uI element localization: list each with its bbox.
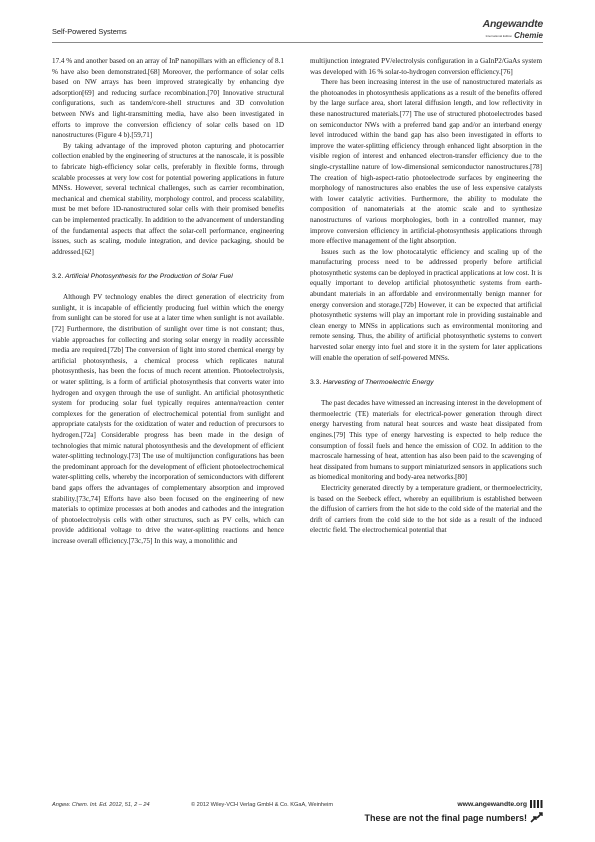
paragraph: There has been increasing interest in the use of nanostructured materials as the photoanodes in photosynthesis applications as a result of the benefits offered by the large surface area, short lateral diffusion length, and low reflectivity in these nanostructured materials.[77] The use of structured photoelectrodes based on semiconductor NWs with a preferred band gap and/or an interband energy level introduced within the band gap has also been investigated in efforts to improve the water-splitting efficiency through enhanced light absorption in the visible region of interest and enhanced electron-transfer efficiency due to the single-crystalline nature of low-dimensional semiconductor nanostructures.[78] The creation of high-aspect-ratio photoelectrode surfaces by engineering the morphology of nanostructures also enables the use of less expensive catalysts with lower catalytic activities. Furthermore, the ability to modulate the composition of nanomaterials at the atomic scale and to synthesize nanostructures of various morphologies, both in a controlled manner, may improve conversion efficiency in artificial-photosynthesis applications through more effective management of the light absorption. [310, 78, 542, 246]
copyright: © 2012 Wiley-VCH Verlag GmbH & Co. KGaA, Weinheim [191, 802, 334, 808]
diagonal-arrows-icon [530, 812, 543, 823]
header-rule [52, 42, 543, 43]
page-number-notice: These are not the final page numbers! [364, 813, 527, 823]
left-column [52, 56, 284, 547]
section-number: 3.2. [52, 273, 64, 281]
bars-icon [530, 800, 543, 808]
page-footer [52, 802, 543, 832]
right-column [310, 56, 542, 536]
journal-url[interactable]: www.angewandte.org [457, 801, 527, 808]
running-title: Self-Powered Systems [52, 27, 127, 36]
logo-title: Angewandte [482, 18, 543, 30]
logo-tiny-label: International Edition [485, 33, 513, 38]
paragraph: By taking advantage of the improved photon capturing and photocarrier collection enabled by the engineering of structures at the nanoscale, it is possible to fabricate high-efficiency solar cells, preferably in flexible forms, through scalable processes at very low cost for potential powering applications in future MNSs. However, several technical challenges, such as carrier recombination, mechanical and chemical stability, morphology control, and process scalability, must be met before 1D-nanostructured solar cells with their promised benefits can be implemented practically. In addition to the advancement of understanding of the fundamental aspects that affect the solar-cell performance, engineering issues, such as scaling, module integration, and device packaging, should be addressed.[62] [52, 141, 284, 256]
section-title: Artificial Photosynthesis for the Production of Solar Fuel [64, 273, 233, 281]
section-title: Harvesting of Thermoelectric Energy [323, 379, 434, 387]
logo-subtitle: Chemie [514, 31, 543, 40]
section-heading [310, 378, 542, 388]
page-header [52, 18, 543, 48]
paragraph: 17.4 % and another based on an array of InP nanopillars with an efficiency of 8.1 % have also been demonstrated.[68] Moreover, the performance of solar cells based on NW arrays has been improved strategically by enhancing dye adsorption[69] and reducing surface recombination.[70] Innovative structural configurations, such as tandem/core-shell structures and 3D convolution between NWs and light-transmitting media, have also been investigated in efforts to improve the conversion efficiency of solar cells based on 1D nanostructures (Figure 4 b).[59,71] [52, 57, 284, 140]
journal-citation: Angew. Chem. Int. Ed. 2012, 51, 2 – 24 [52, 802, 150, 808]
section-heading [52, 272, 284, 282]
paragraph: multijunction integrated PV/electrolysis configuration in a GaInP2/GaAs system was developed with 16 % solar-to-hydrogen conversion efficiency.[76] [310, 57, 542, 76]
journal-logo [467, 18, 543, 44]
paragraph: Issues such as the low photocatalytic efficiency and scaling up of the manufacturing process need to be addressed properly before artificial photosynthetic systems can be deployed in practical applications at low cost. It is equally important to develop artificial photosynthetic systems from earth-abundant materials in an affordable and environmentally benign manner for energy conversion and storage.[72b] However, it can be expected that artificial photosynthetic systems will play an important role in providing sustainable and clean energy to MNSs in applications such as environmental monitoring and remote sensing. Thus, the ability of artificial photosynthetic systems to convert harvested solar energy into fuel and store it in the system for later applications will enable the operation of self-powered MNSs. [310, 247, 542, 362]
paragraph: Although PV technology enables the direct generation of electricity from sunlight, it is incapable of efficiently producing fuel within which the energy from sunlight can be stored for use at a later time when sunlight is not available.[72] Furthermore, the distribution of sunlight over time is not constant; thus, viable approaches for collecting and storing solar energy in readily accessible media are required.[72b] The conversion of light into stored chemical energy by artificial photosynthesis, a chemical process which replicates natural photosynthesis, has been the focus of much recent attention. Photoelectrolysis, or water splitting, is a form of artificial photosynthesis that converts water into hydrogen and oxygen through the use of sunlight. An artificial photosynthetic system for producing solar fuel typically requires antenna/reaction center complexes for the generation of electrochemical potential from sunlight and appropriate catalysts for the oxidization of water and reduction of precursors to hydrogen.[72a] Considerable progress has been made in the design of technologies that mimic natural photosynthesis and the development of efficient water-splitting technology.[73] The use of multijunction configurations has been the predominant approach for the development of efficient photoelectrochemical water-splitting cells, whereby the incorporation of semiconductors with different band gaps offers the advantages of complementary absorption and improved stability.[73c,74] Efforts have also been focused on the engineering of new materials to optimize processes at both anodes and cathodes and the integration of photoelectrolysis cells with other structures, such as PV cells, which can provide additional voltage to drive the water-splitting reactions and hence increase overall efficiency.[73c,75] In this way, a monolithic and [52, 293, 284, 545]
section-number: 3.3. [310, 379, 322, 387]
paragraph: The past decades have witnessed an increasing interest in the development of thermoelectric (TE) materials for electrical-power generation through direct energy harvesting from natural heat sources and waste heat dissipated from engines.[79] This type of energy harvesting is expected to help reduce the consumption of fossil fuels and hence the emission of CO2. In addition to the macroscale harnessing of heat, attention has also been paid to the scavenging of heat dissipated from humans to support miniaturized sensors in applications such as biomedical monitoring and body-area networks.[80] [310, 399, 542, 482]
paragraph: Electricity generated directly by a temperature gradient, or thermoelectricity, is based on the Seebeck effect, whereby an equilibrium is established between the diffusion of carriers from the hot side to the cold side of the material and the drift of carriers from the cold side to the hot side as a result of the induced electric field. The electrochemical potential that [310, 483, 542, 535]
